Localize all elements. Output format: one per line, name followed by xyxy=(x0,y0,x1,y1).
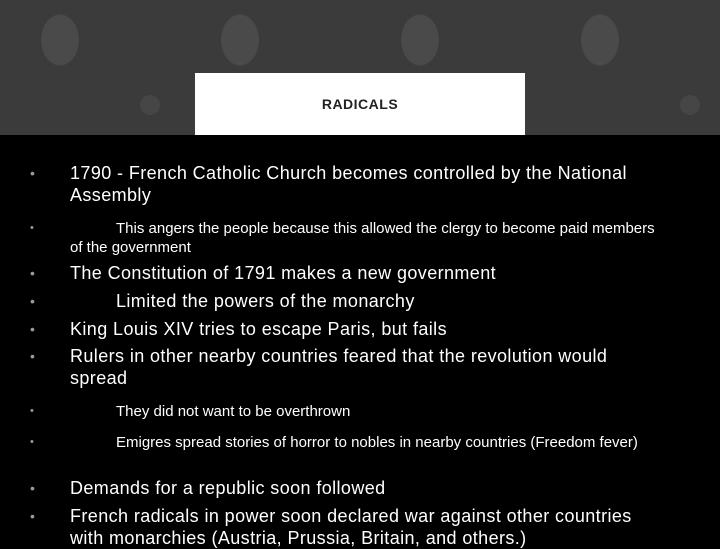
bullet-dot: • xyxy=(30,265,36,281)
bullet-text: French radicals in power soon declared war against other countries with monarchies (Austria, Prussia, Britain, and others.) xyxy=(70,506,632,548)
slide-title: RADICALS xyxy=(321,96,399,112)
bullet-dot: • xyxy=(30,165,36,181)
bullet-text: Rulers in other nearby countries feared that the revolution would spread xyxy=(70,346,608,388)
bullet-dot: • xyxy=(30,321,36,337)
bullet-text: The Constitution of 1791 makes a new government xyxy=(70,263,497,283)
bullet-dot: • xyxy=(30,293,36,309)
bullet-text: This angers the people because this allowed the clergy to become paid members of the government xyxy=(70,220,655,256)
bullet-text: Limited the powers of the monarchy xyxy=(116,291,415,311)
bullet-text: They did not want to be overthrown xyxy=(116,403,351,420)
bullet-dot: • xyxy=(30,222,34,234)
bullet-dot: • xyxy=(30,405,34,417)
bullet-text: Emigres spread stories of horror to nobles in nearby countries (Freedom fever) xyxy=(116,434,638,451)
bullet-text: Demands for a republic soon followed xyxy=(70,478,386,498)
bullet-dot: • xyxy=(30,348,36,364)
bullet-dot: • xyxy=(30,436,34,448)
bullet-dot: • xyxy=(30,480,36,496)
bullet-dot: • xyxy=(30,508,36,524)
bullet-text: King Louis XIV tries to escape Paris, but fails xyxy=(70,319,447,339)
bullet-text: 1790 - French Catholic Church becomes controlled by the National Assembly xyxy=(70,163,627,205)
